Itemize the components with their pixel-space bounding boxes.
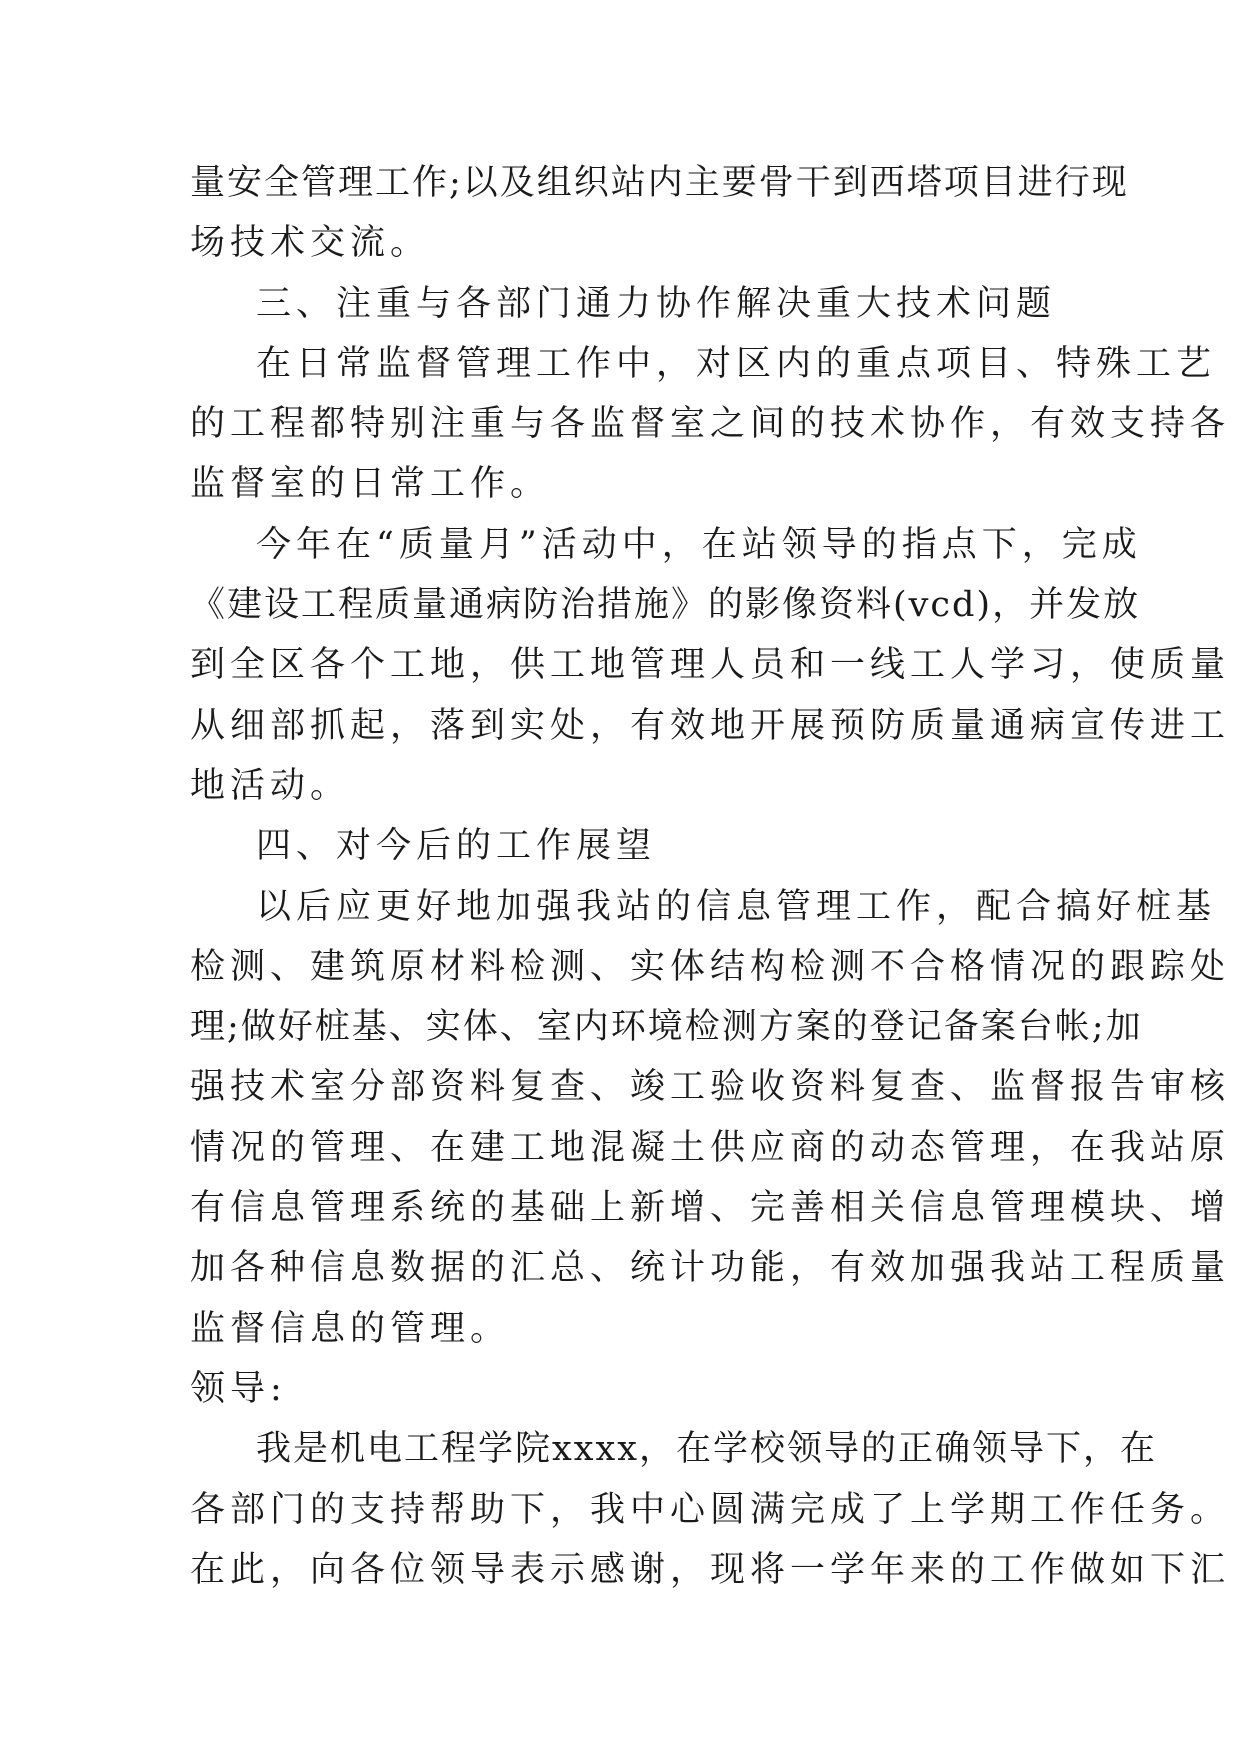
text-line: 以后应更好地加强我站的信息管理工作，配合搞好桩基 bbox=[256, 886, 1217, 927]
text-line: 加各种信息数据的汇总、统计功能，有效加强我站工程质量 bbox=[190, 1248, 1231, 1289]
text-line: 的工程都特别注重与各监督室之间的技术协作，有效支持各 bbox=[190, 404, 1231, 445]
text-line: 情况的管理、在建工地混凝土供应商的动态管理，在我站原 bbox=[190, 1127, 1231, 1168]
text-line: 强技术室分部资料复查、竣工验收资料复查、监督报告审核 bbox=[190, 1067, 1231, 1108]
text-line: 监督室的日常工作。 bbox=[190, 464, 551, 505]
text-line: 理;做好桩基、实体、室内环境检测方案的登记备案台帐;加 bbox=[190, 1007, 1143, 1048]
text-line: 从细部抓起，落到实处，有效地开展预防质量通病宣传进工 bbox=[190, 705, 1231, 746]
text-line: 在此，向各位领导表示感谢，现将一学年来的工作做如下汇 bbox=[190, 1549, 1231, 1590]
text-line: 今年在“质量月”活动中，在站领导的指点下，完成 bbox=[256, 524, 1142, 565]
salutation: 领导: bbox=[190, 1368, 287, 1409]
text-line: 《建设工程质量通病防治措施》的影像资料(vcd)，并发放 bbox=[190, 585, 1141, 626]
text-line: 有信息管理系统的基础上新增、完善相关信息管理模块、增 bbox=[190, 1188, 1231, 1229]
section-heading: 四、对今后的工作展望 bbox=[256, 826, 657, 867]
text-line: 到全区各个工地，供工地管理人员和一线工人学习，使质量 bbox=[190, 645, 1231, 686]
text-line: 检测、建筑原材料检测、实体结构检测不合格情况的跟踪处 bbox=[190, 946, 1231, 987]
text-line: 地活动。 bbox=[190, 765, 351, 806]
text-line: 量安全管理工作;以及组织站内主要骨干到西塔项目进行现 bbox=[190, 163, 1129, 203]
text-line: 场技术交流。 bbox=[190, 223, 431, 264]
text-line: 各部门的支持帮助下，我中心圆满完成了上学期工作任务。 bbox=[190, 1489, 1231, 1530]
section-heading: 三、注重与各部门通力协作解决重大技术问题 bbox=[256, 283, 1057, 324]
text-line: 监督信息的管理。 bbox=[190, 1308, 511, 1349]
document-body bbox=[190, 153, 1231, 1600]
text-line: 我是机电工程学院xxxx，在学校领导的正确领导下，在 bbox=[256, 1429, 1157, 1470]
text-line: 在日常监督管理工作中，对区内的重点项目、特殊工艺 bbox=[256, 343, 1217, 384]
